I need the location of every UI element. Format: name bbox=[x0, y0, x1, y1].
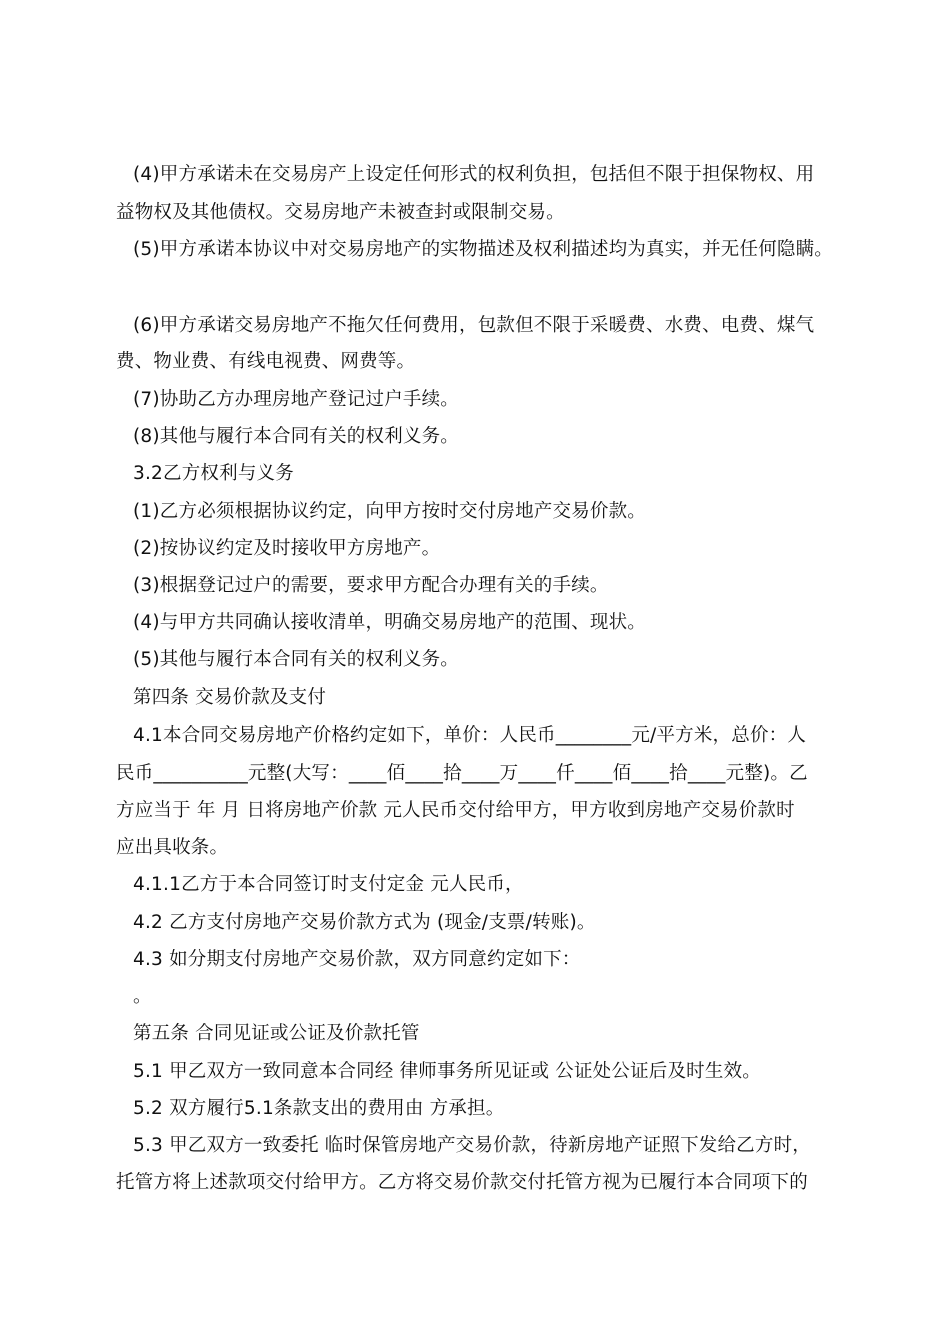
paragraph-line: 益物权及其他债权。交易房地产未被查封或限制交易。 bbox=[116, 202, 565, 223]
paragraph-line: (5)其他与履行本合同有关的权利义务。 bbox=[133, 649, 460, 670]
paragraph-line: 。 bbox=[133, 986, 152, 1007]
paragraph-line: (4)与甲方共同确认接收清单，明确交易房地产的范围、现状。 bbox=[133, 612, 647, 633]
paragraph-line: (2)按协议约定及时接收甲方房地产。 bbox=[133, 538, 441, 559]
paragraph-line: 民币__________元整(大写：____佰____拾____万____仟____佰____拾____元整)。乙 bbox=[116, 763, 808, 784]
paragraph-line: 5.2 双方履行5.1条款支出的费用由 方承担。 bbox=[133, 1098, 505, 1119]
paragraph-line: 4.1本合同交易房地产价格约定如下，单价：人民币________元/平方米，总价：人 bbox=[133, 725, 807, 746]
paragraph-line: (1)乙方必须根据协议约定，向甲方按时交付房地产交易价款。 bbox=[133, 501, 647, 522]
paragraph-line: 4.2 乙方支付房地产交易价款方式为 (现金/支票/转账)。 bbox=[133, 912, 596, 933]
paragraph-line: 费、物业费、有线电视费、网费等。 bbox=[116, 351, 416, 372]
paragraph-line: 5.3 甲乙双方一致委托 临时保管房地产交易价款，待新房地产证照下发给乙方时， bbox=[133, 1135, 811, 1156]
paragraph-line: 托管方将上述款项交付给甲方。乙方将交易价款交付托管方视为已履行本合同项下的 bbox=[116, 1172, 808, 1193]
paragraph-line: (5)甲方承诺本协议中对交易房地产的实物描述及权利描述均为真实，并无任何隐瞒。 bbox=[133, 239, 834, 260]
paragraph-line: (7)协助乙方办理房地产登记过户手续。 bbox=[133, 389, 460, 410]
paragraph-line: (4)甲方承诺未在交易房产上设定任何形式的权利负担，包括但不限于担保物权、用 bbox=[133, 164, 815, 185]
paragraph-line: (3)根据登记过户的需要，要求甲方配合办理有关的手续。 bbox=[133, 575, 609, 596]
article-heading: 第四条 交易价款及支付 bbox=[133, 687, 327, 708]
paragraph-line: (6)甲方承诺交易房地产不拖欠任何费用，包款但不限于采暖费、水费、电费、煤气 bbox=[133, 315, 815, 336]
paragraph-line: 应出具收条。 bbox=[116, 837, 229, 858]
article-heading: 第五条 合同见证或公证及价款托管 bbox=[133, 1023, 420, 1044]
paragraph-line: 5.1 甲乙双方一致同意本合同经 律师事务所见证或 公证处公证后及时生效。 bbox=[133, 1061, 761, 1082]
paragraph-line: 方应当于 年 月 日将房地产价款 元人民币交付给甲方，甲方收到房地产交易价款时 bbox=[116, 800, 795, 821]
paragraph-line: 4.1.1乙方于本合同签订时支付定金 元人民币， bbox=[133, 874, 524, 895]
paragraph-line: 4.3 如分期支付房地产交易价款，双方同意约定如下： bbox=[133, 949, 581, 970]
section-heading: 3.2乙方权利与义务 bbox=[133, 463, 294, 484]
paragraph-line: (8)其他与履行本合同有关的权利义务。 bbox=[133, 426, 460, 447]
